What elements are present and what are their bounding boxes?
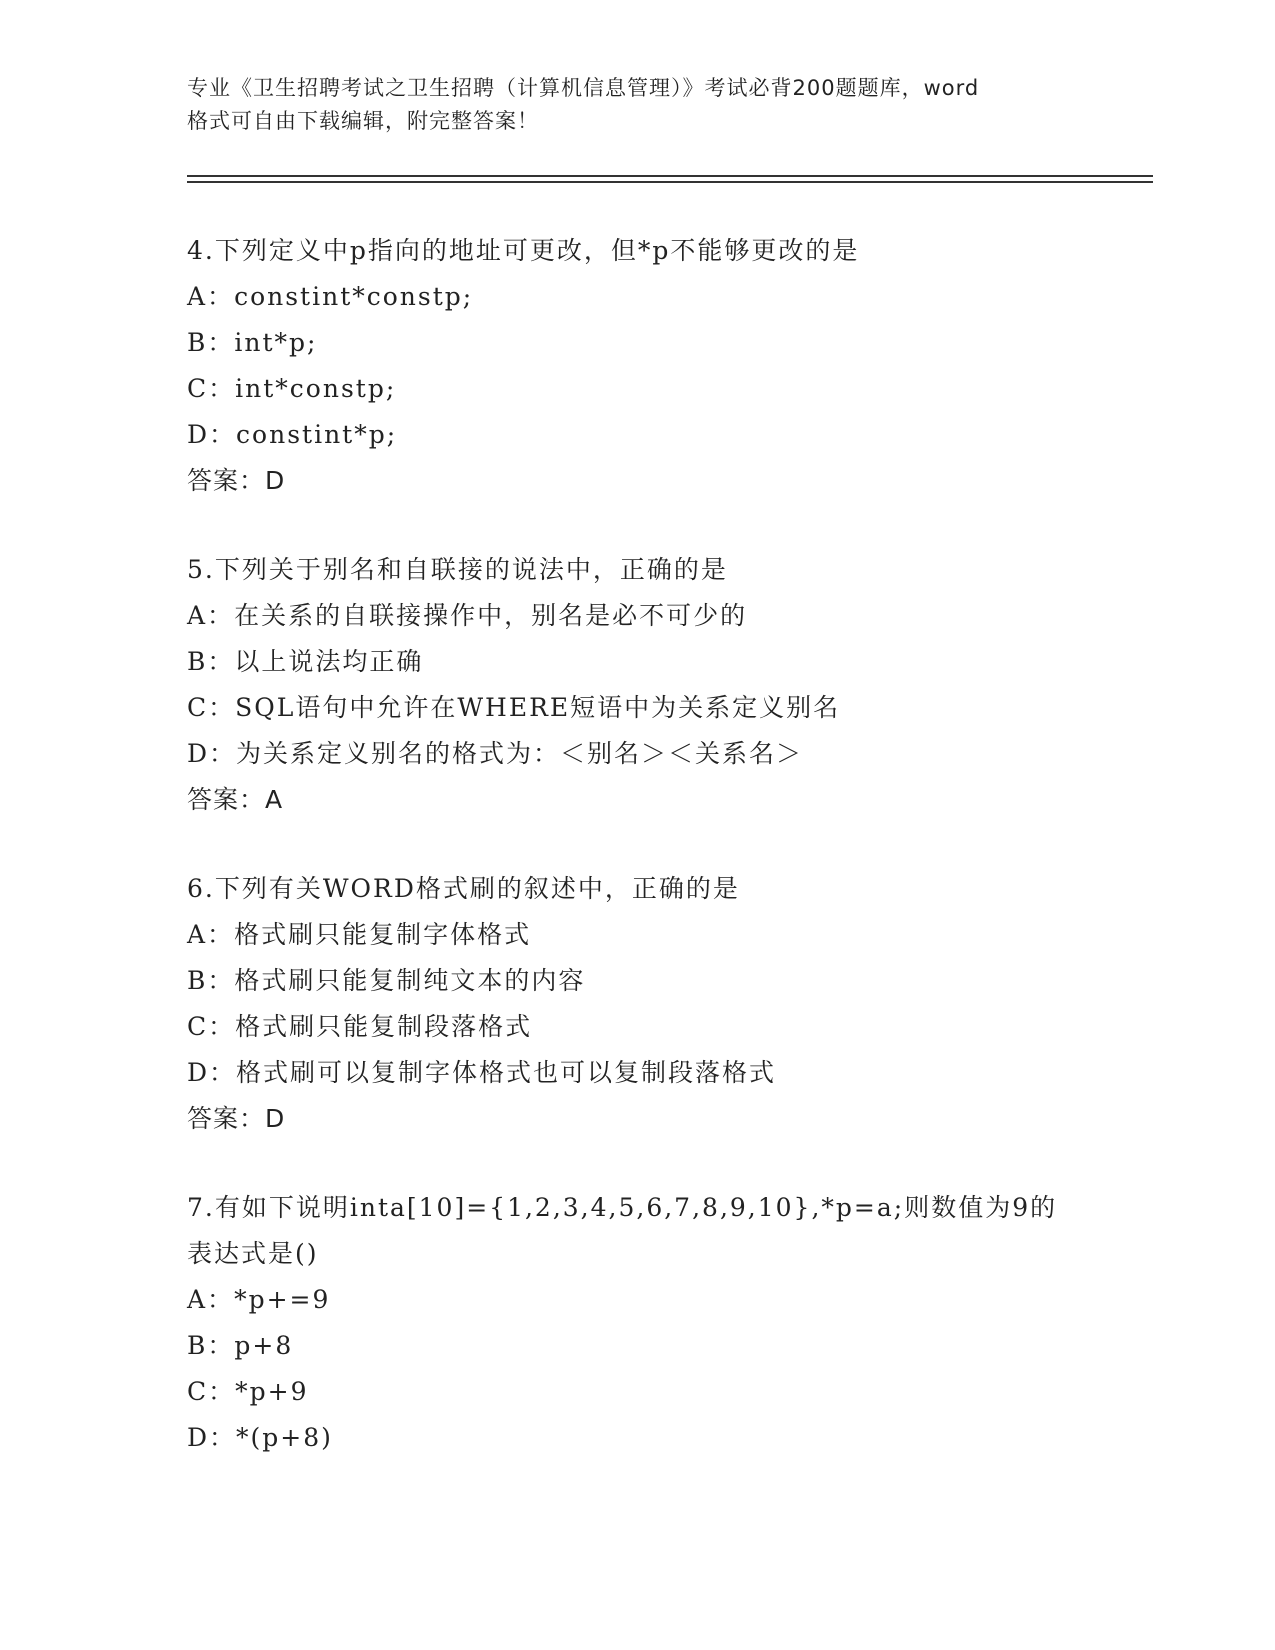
option-c	[187, 1004, 1087, 1050]
option-key: A：	[187, 1285, 235, 1314]
option-c	[187, 1369, 1087, 1415]
option-text: int*p;	[234, 328, 318, 357]
question-6	[187, 866, 1087, 1142]
option-d	[187, 1050, 1087, 1096]
option-text: 格式刷只能复制字体格式	[234, 920, 532, 949]
question-stem: 4.下列定义中p指向的地址可更改，但*p不能够更改的是	[187, 236, 860, 265]
option-key: D：	[187, 739, 237, 768]
option-c	[187, 366, 1087, 412]
answer-line: 答案：A	[187, 785, 284, 814]
option-c	[187, 685, 1087, 731]
option-d	[187, 731, 1087, 777]
option-key: D：	[187, 420, 237, 449]
option-key: A：	[187, 282, 235, 311]
option-a	[187, 1277, 1087, 1323]
option-text: p+8	[234, 1331, 294, 1360]
option-key: A：	[187, 920, 235, 949]
option-key: B：	[187, 328, 235, 357]
answer-line: 答案：D	[187, 466, 286, 495]
option-d	[187, 412, 1087, 458]
option-text: 在关系的自联接操作中，别名是必不可少的	[234, 601, 748, 630]
option-text: 以上说法均正确	[234, 647, 424, 676]
option-key: C：	[187, 693, 236, 722]
option-text: SQL语句中允许在WHERE短语中为关系定义别名	[235, 693, 841, 722]
option-text: 格式刷只能复制段落格式	[235, 1012, 533, 1041]
option-key: B：	[187, 966, 235, 995]
option-key: C：	[187, 374, 236, 403]
option-key: B：	[187, 647, 235, 676]
option-text: constint*constp;	[234, 282, 474, 311]
option-key: A：	[187, 601, 235, 630]
option-text: *p+=9	[234, 1285, 331, 1314]
question-stem: 5.下列关于别名和自联接的说法中，正确的是	[187, 555, 728, 584]
option-text: *p+9	[235, 1377, 309, 1406]
option-b	[187, 958, 1087, 1004]
option-key: B：	[187, 1331, 235, 1360]
option-key: C：	[187, 1012, 236, 1041]
question-stem: 6.下列有关WORD格式刷的叙述中，正确的是	[187, 874, 740, 903]
option-text: *(p+8)	[236, 1423, 333, 1452]
option-key: D：	[187, 1058, 237, 1087]
header-line-1: 专业《卫生招聘考试之卫生招聘（计算机信息管理）》考试必背200题题库，word	[187, 76, 980, 100]
option-b	[187, 320, 1087, 366]
option-text: int*constp;	[235, 374, 397, 403]
option-text: 为关系定义别名的格式为：＜别名＞＜关系名＞	[236, 739, 804, 768]
question-5	[187, 547, 1087, 823]
option-d	[187, 1415, 1087, 1461]
option-a	[187, 593, 1087, 639]
option-text: 格式刷可以复制字体格式也可以复制段落格式	[236, 1058, 777, 1087]
question-7	[187, 1185, 1087, 1461]
option-key: D：	[187, 1423, 237, 1452]
document-header	[187, 72, 1087, 138]
option-text: 格式刷只能复制纯文本的内容	[234, 966, 586, 995]
header-divider-bottom	[187, 181, 1153, 183]
option-a	[187, 274, 1087, 320]
header-line-2: 格式可自由下载编辑，附完整答案！	[187, 109, 539, 133]
question-stem: 7.有如下说明inta[10]={1,2,3,4,5,6,7,8,9,10},*p=a;则数值为9的表达式是()	[187, 1193, 1058, 1268]
option-b	[187, 639, 1087, 685]
option-key: C：	[187, 1377, 236, 1406]
answer-line: 答案：D	[187, 1104, 286, 1133]
option-text: constint*p;	[236, 420, 398, 449]
option-a	[187, 912, 1087, 958]
header-divider-top	[187, 175, 1153, 177]
question-4	[187, 228, 1087, 504]
option-b	[187, 1323, 1087, 1369]
